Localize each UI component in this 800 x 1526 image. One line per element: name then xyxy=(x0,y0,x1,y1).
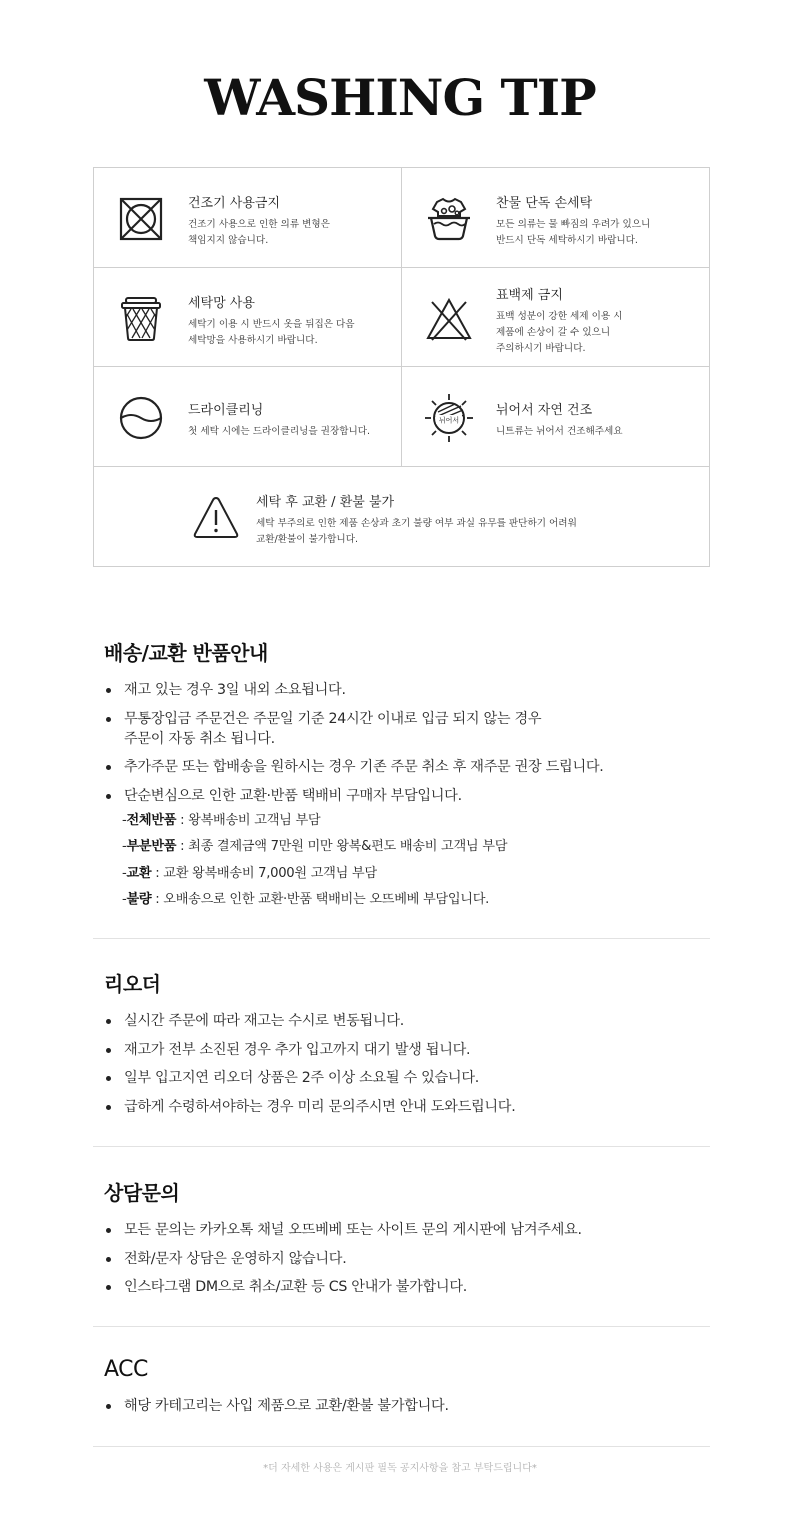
care-title: 찬물 단독 손세탁 xyxy=(496,196,593,211)
section-heading: 상담문의 xyxy=(104,1181,180,1205)
sub-item: -교환 : 교환 왕복배송비 7,000원 고객님 부담 xyxy=(122,865,377,881)
list-item-continuation: 주문이 자동 취소 됩니다. xyxy=(124,730,275,747)
footnote: *더 자세한 사용은 게시판 필독 공지사항을 참고 부탁드립니다* xyxy=(263,1463,537,1474)
care-desc-line: 교환/환불이 불가합니다. xyxy=(256,533,359,545)
list-item: 단순변심으로 인한 교환·반품 택배비 구매자 부담입니다. xyxy=(104,786,704,806)
care-cell-no-bleach xyxy=(402,268,710,368)
list-item: 해당 카테고리는 사입 제품으로 교환/환불 불가합니다. xyxy=(104,1396,704,1416)
section-divider xyxy=(93,1146,710,1147)
laundry-net-icon xyxy=(116,294,166,344)
list-item: 무통장입금 주문건은 주문일 기준 24시간 이내로 입금 되지 않는 경우 xyxy=(104,709,704,729)
section-heading: ACC xyxy=(104,1357,148,1382)
sub-item-label: 전체반품 xyxy=(126,812,177,828)
sub-item-label: 부분반품 xyxy=(126,839,177,855)
care-cell-dry-clean xyxy=(94,367,402,467)
care-desc-line: 책임지지 않습니다. xyxy=(188,235,269,246)
dry-clean-icon xyxy=(116,393,166,443)
section-divider xyxy=(93,1446,710,1447)
section-divider xyxy=(93,1326,710,1327)
list-item: 모든 문의는 카카오톡 채널 오뜨베베 또는 사이트 문의 게시판에 남겨주세요. xyxy=(104,1220,704,1240)
list-item: 추가주문 또는 합배송을 원하시는 경우 기존 주문 취소 후 재주문 권장 드립니다. xyxy=(104,757,704,777)
no-bleach-icon xyxy=(424,294,474,344)
care-title: 드라이클리닝 xyxy=(188,403,264,418)
care-desc-line: 첫 세탁 시에는 드라이클리닝을 권장합니다. xyxy=(188,426,371,437)
care-cell-laundry-net xyxy=(94,268,402,368)
section-divider xyxy=(93,938,710,939)
care-desc-line: 세탁망을 사용하시기 바랍니다. xyxy=(188,334,318,346)
care-desc-line: 건조기 사용으로 인한 의류 변형은 xyxy=(188,219,330,230)
care-cell-hand-wash xyxy=(402,168,710,268)
care-instructions-grid xyxy=(93,167,710,567)
shipping-exchange-section xyxy=(104,637,704,914)
care-desc-line: 주의하시기 바랍니다. xyxy=(496,342,586,354)
flat-dry-icon xyxy=(424,393,474,443)
hand-wash-icon xyxy=(424,194,474,244)
sub-item-label: 교환 xyxy=(126,865,152,881)
list-item: 인스타그램 DM으로 취소/교환 등 CS 안내가 불가합니다. xyxy=(104,1277,704,1297)
care-cell-no-tumble-dry xyxy=(94,168,402,268)
care-desc-line: 반드시 단독 세탁하시기 바랍니다. xyxy=(496,235,638,246)
sub-item: -전체반품 : 왕복배송비 고객님 부담 xyxy=(122,812,321,828)
list-item: 전화/문자 상담은 운영하지 않습니다. xyxy=(104,1249,704,1269)
care-title: 세탁 후 교환 / 환불 불가 xyxy=(256,494,395,510)
page-title: WASHING TIP xyxy=(204,68,596,127)
care-desc-line: 세탁기 이용 시 반드시 옷을 뒤집은 다음 xyxy=(188,318,355,330)
care-title: 건조기 사용금지 xyxy=(188,196,281,211)
section-heading: 배송/교환 반품안내 xyxy=(104,641,268,665)
flat-dry-icon-label: 뉘어서 xyxy=(438,416,460,425)
list-item: 일부 입고지연 리오더 상품은 2주 이상 소요될 수 있습니다. xyxy=(104,1068,704,1088)
care-cell-no-refund-after-wash xyxy=(94,467,709,567)
care-desc-line: 모든 의류는 물 빠짐의 우려가 있으니 xyxy=(496,219,651,230)
sub-item: -불량 : 오배송으로 인한 교환·반품 택배비는 오뜨베베 부담입니다. xyxy=(122,892,490,908)
section-heading: 리오더 xyxy=(104,972,161,996)
sub-item-text: : 오배송으로 인한 교환·반품 택배비는 오뜨베베 부담입니다. xyxy=(151,892,490,908)
list-item: 재고가 전부 소진된 경우 추가 입고까지 대기 발생 됩니다. xyxy=(104,1040,704,1060)
list-item: 급하게 수령하셔야하는 경우 미리 문의주시면 안내 도와드립니다. xyxy=(104,1097,704,1117)
care-desc-line: 제품에 손상이 갈 수 있으니 xyxy=(496,326,611,338)
care-title: 세탁망 사용 xyxy=(188,295,255,311)
list-item: 실시간 주문에 따라 재고는 수시로 변동됩니다. xyxy=(104,1011,704,1031)
care-title: 표백제 금지 xyxy=(496,287,563,303)
list-item: 재고 있는 경우 3일 내외 소요됩니다. xyxy=(104,680,704,700)
sub-item-label: 불량 xyxy=(126,892,152,908)
care-title: 뉘어서 자연 건조 xyxy=(496,403,593,418)
reorder-section xyxy=(104,968,704,1125)
care-desc-line: 니트류는 뉘어서 건조해주세요 xyxy=(496,426,623,437)
sub-item-text: : 교환 왕복배송비 7,000원 고객님 부담 xyxy=(151,865,377,881)
no-tumble-dry-icon xyxy=(116,194,166,244)
sub-item-text: : 최종 결제금액 7만원 미만 왕복&편도 배송비 고객님 부담 xyxy=(176,839,508,855)
sub-item-text: : 왕복배송비 고객님 부담 xyxy=(176,812,321,828)
consult-section xyxy=(104,1177,704,1306)
care-cell-flat-dry xyxy=(402,367,710,467)
care-desc-line: 표백 성분이 강한 세제 이용 시 xyxy=(496,310,623,322)
warning-icon xyxy=(191,493,241,543)
acc-section xyxy=(104,1357,704,1425)
sub-item: -부분반품 : 최종 결제금액 7만원 미만 왕복&편도 배송비 고객님 부담 xyxy=(122,839,508,855)
care-desc-line: 세탁 부주의로 인한 제품 손상과 초기 불량 여부 과실 유무를 판단하기 어려워 xyxy=(256,517,577,529)
